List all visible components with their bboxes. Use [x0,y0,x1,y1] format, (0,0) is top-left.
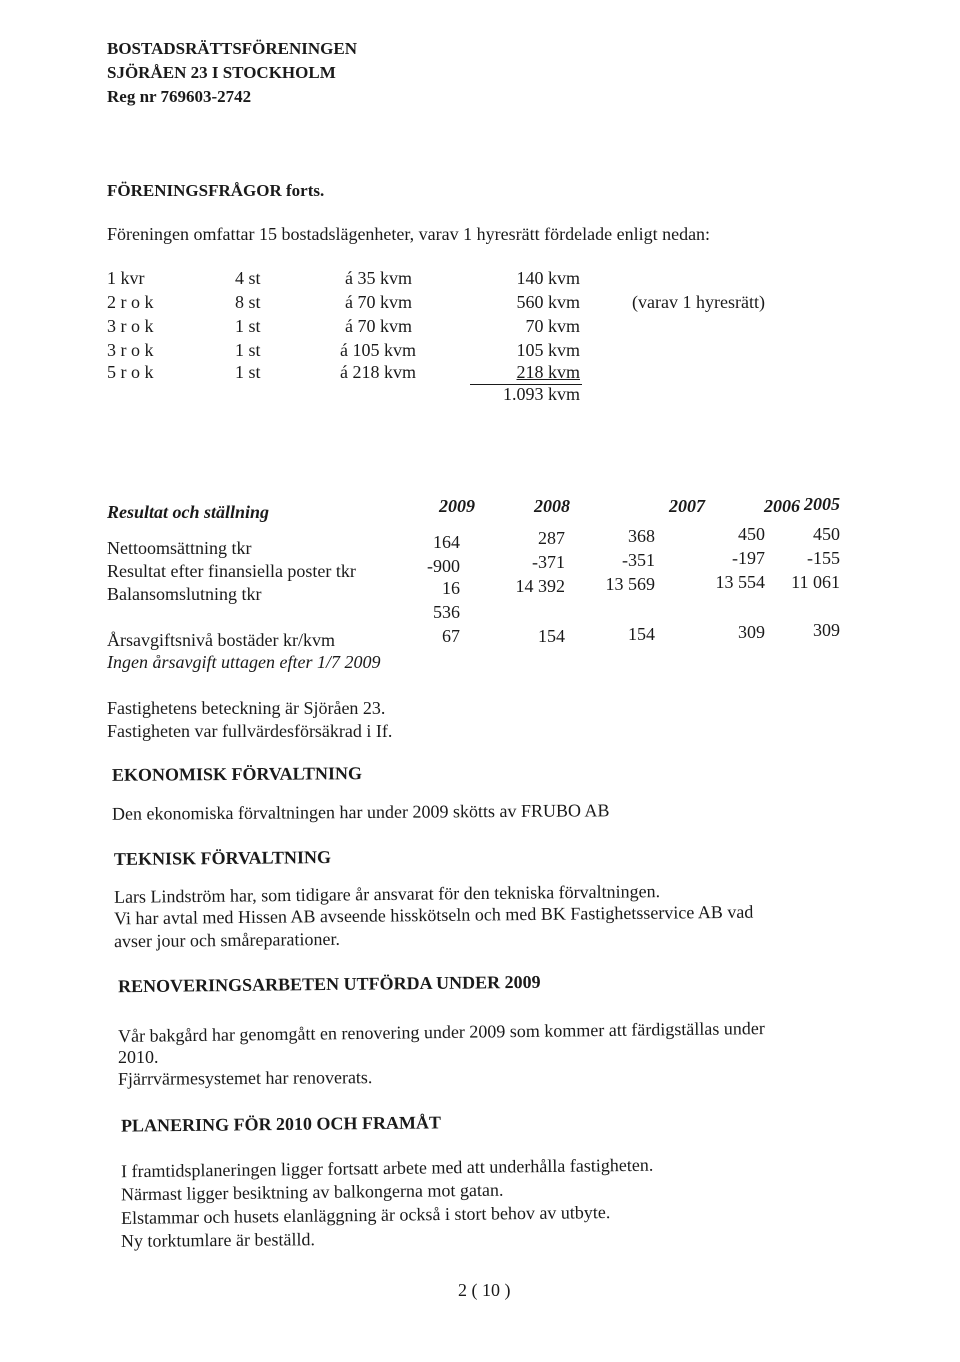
tech-line: Vi har avtal med Hissen AB avseende hisskötseln och med BK Fastighetsservice AB vad [113,901,754,929]
row-value: 154 [628,624,655,644]
section-title: FÖRENINGSFRÅGOR forts. [107,181,325,200]
apartment-type: 3 r o k [107,316,154,336]
apartment-total: 218 kvm [516,362,580,382]
row-value: -197 [732,548,765,568]
row-value: 368 [628,526,655,546]
row-value: 450 [813,524,840,544]
apartment-size: á 35 kvm [345,268,412,288]
plan-line: I framtidsplaneringen ligger fortsatt arbete med att underhålla fastigheten. [120,1154,654,1182]
row-label: Balansomslutning tkr [107,584,262,604]
apartment-size: á 70 kvm [345,292,412,312]
row-value: 450 [738,524,765,544]
plan-line: Närmast ligger besiktning av balkongerna mot gatan. [120,1179,504,1205]
row-value: 536 [433,602,460,622]
year-header: 2007 [669,496,705,516]
apartment-size: á 70 kvm [345,316,412,336]
row-value: 164 [433,532,460,552]
apartment-size: á 218 kvm [340,362,416,382]
row-value: 16 [442,578,460,598]
apartment-count: 8 st [235,292,261,312]
row-label: Resultat efter finansiella poster tkr [107,561,356,581]
plan-title: PLANERING FÖR 2010 OCH FRAMÅT [120,1112,442,1136]
apartment-count: 1 st [235,362,261,382]
tech-line: Lars Lindström har, som tidigare år ansvarat för den tekniska förvaltningen. [113,881,661,907]
year-header: 2009 [439,496,475,516]
apartment-size: á 105 kvm [340,340,416,360]
row-value: 287 [538,528,565,548]
apartment-type: 3 r o k [107,340,154,360]
tech-line: avser jour och småreparationer. [113,928,340,952]
apartment-count: 1 st [235,316,261,336]
apartment-count: 1 st [235,340,261,360]
year-header: 2005 [804,494,840,514]
org-location: SJÖRÅEN 23 I STOCKHOLM [107,63,336,82]
apartment-type: 2 r o k [107,292,154,312]
row-value: 11 061 [791,572,840,592]
renov-line: Fjärrvärmesystemet har renoverats. [117,1067,373,1089]
row-value: 309 [813,620,840,640]
org-reg-number: Reg nr 769603-2742 [107,87,252,106]
row-value: -900 [427,556,460,576]
row-value: 14 392 [515,576,565,596]
apartment-count: 4 st [235,268,261,288]
intro-text: Föreningen omfattar 15 bostadslägenheter, varav 1 hyresrätt fördelade enligt nedan: [107,224,711,244]
org-name: BOSTADSRÄTTSFÖRENINGEN [107,39,358,58]
row-label: Nettoomsättning tkr [107,538,252,558]
year-header: 2006 [764,496,800,516]
row-value: -155 [807,548,840,568]
apartment-sum: 1.093 kvm [502,384,580,404]
apartment-total: 560 kvm [516,292,580,312]
year-header: 2008 [534,496,570,516]
row-value: 309 [738,622,765,642]
apartment-type: 1 kvr [107,268,145,288]
row-value: 13 554 [715,572,765,592]
apartment-total: 70 kvm [525,316,580,336]
renov-line: Vår bakgård har genomgått en renovering under 2009 som kommer att färdigställas under [117,1018,765,1046]
apartment-note: (varav 1 hyresrätt) [632,292,765,312]
renov-title: RENOVERINGSARBETEN UTFÖRDA UNDER 2009 [117,971,541,997]
row-label: Årsavgiftsnivå bostäder kr/kvm [107,630,335,650]
row-value: -371 [532,552,565,572]
plan-line: Elstammar och husets elanläggning är också i stort behov av utbyte. [120,1202,611,1228]
row-value: 67 [442,626,460,646]
results-title: Resultat och ställning [107,502,270,522]
results-note: Ingen årsavgift uttagen efter 1/7 2009 [107,652,381,672]
apartment-total: 140 kvm [516,268,580,288]
plan-line: Ny torktumlare är beställd. [120,1229,316,1251]
apartment-total: 105 kvm [516,340,580,360]
property-insurance: Fastigheten var fullvärdesförsäkrad i If. [107,721,393,741]
row-value: -351 [622,550,655,570]
tech-title: TEKNISK FÖRVALTNING [113,847,332,869]
econ-text: Den ekonomiska förvaltningen har under 2009 skötts av FRUBO AB [111,800,610,824]
row-value: 13 569 [605,574,655,594]
renov-line: 2010. [118,1047,159,1067]
apartment-type: 5 r o k [107,362,154,382]
page-number: 2 ( 10 ) [458,1280,511,1300]
econ-title: EKONOMISK FÖRVALTNING [111,763,362,785]
row-value: 154 [538,626,565,646]
property-designation: Fastighetens beteckning är Sjöråen 23. [107,698,386,718]
